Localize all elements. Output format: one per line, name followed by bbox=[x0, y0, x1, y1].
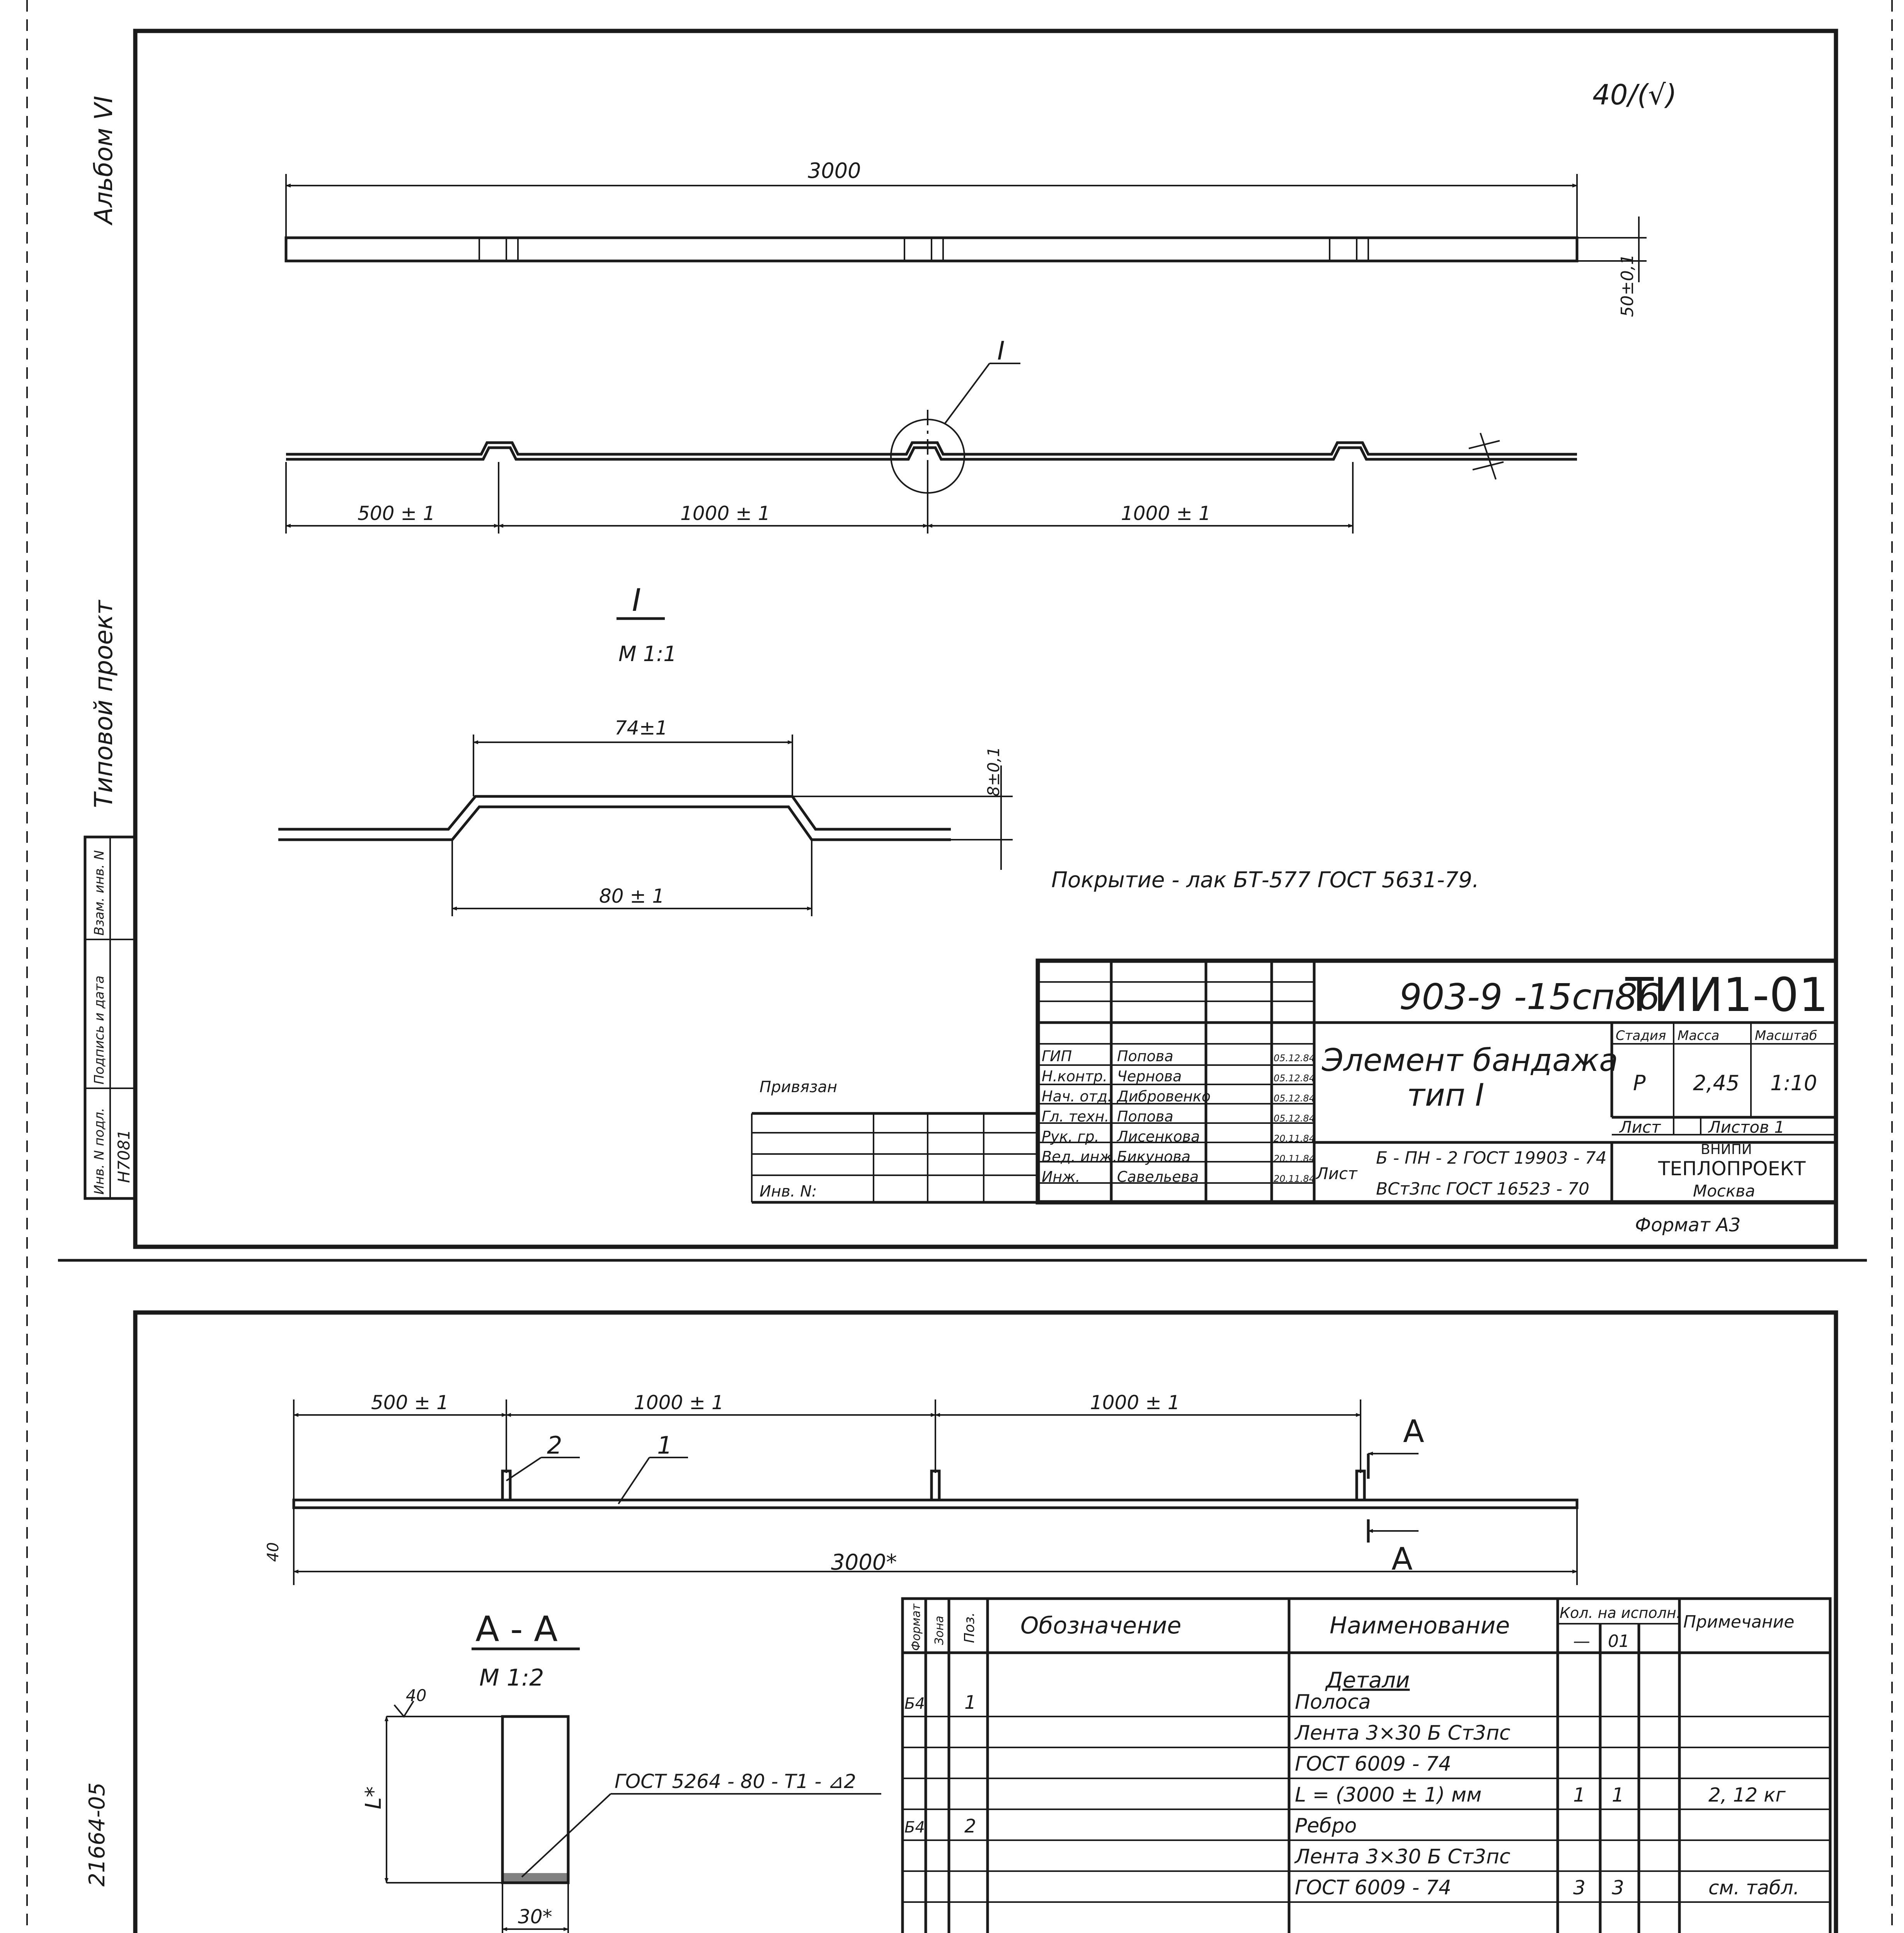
detail-I bbox=[278, 582, 1013, 916]
dims-spacing-sheet1 bbox=[286, 462, 1353, 534]
section-title: А - А bbox=[475, 1609, 558, 1650]
detail-dim-bottom: 80 ± 1 bbox=[599, 885, 665, 907]
section-dim-width: 30* bbox=[518, 1906, 552, 1928]
spec-h-q2: 01 bbox=[1608, 1631, 1630, 1651]
spec-name: Лента 3×30 Б Ст3пс bbox=[1295, 1845, 1511, 1868]
spec-format: Б4 bbox=[904, 1819, 925, 1836]
tb1-code: 903-9 -15сп86 bbox=[1399, 976, 1660, 1018]
tb1-name-2: тип I bbox=[1407, 1077, 1484, 1113]
tb1-format: Формат А3 bbox=[1635, 1214, 1741, 1236]
stamp2-code: 21664-05 bbox=[85, 1782, 110, 1887]
role-5: Вед. инж. bbox=[1042, 1148, 1117, 1165]
spec-q1: 1 bbox=[1573, 1784, 1586, 1806]
role-4: Рук. гр. bbox=[1042, 1128, 1099, 1145]
spec-h-designation: Обозначение bbox=[1020, 1612, 1182, 1639]
tb1-material-1: Б - ПН - 2 ГОСТ 19903 - 74 bbox=[1376, 1148, 1607, 1168]
left-stamp-top bbox=[85, 837, 135, 1198]
dim2-overall-text: 3000* bbox=[831, 1550, 897, 1575]
detail-label: I bbox=[632, 582, 641, 618]
role-1: Н.контр. bbox=[1042, 1068, 1108, 1085]
spec-h-zone: Зона bbox=[933, 1616, 946, 1645]
coating-note-1: Покрытие - лак БТ-577 ГОСТ 5631-79. bbox=[1051, 868, 1479, 893]
tb1-org2: ТЕПЛОПРОЕКТ bbox=[1658, 1157, 1806, 1180]
tb1-sheet-h: Лист bbox=[1620, 1118, 1661, 1137]
project-label: Типовой проект bbox=[90, 600, 118, 808]
spec-rows bbox=[903, 1691, 1830, 1902]
weld-note: ГОСТ 5264 - 80 - Т1 - ⊿2 bbox=[615, 1770, 856, 1793]
spec-name: L = (3000 ± 1) мм bbox=[1295, 1783, 1482, 1807]
tb1-stage-h: Стадия bbox=[1616, 1028, 1666, 1043]
spec-name: ГОСТ 6009 - 74 bbox=[1295, 1752, 1451, 1776]
detail-dim-height: 8±0,1 bbox=[984, 747, 1003, 796]
date-2: 05.12.84 bbox=[1274, 1093, 1315, 1104]
spec-h-qty: Кол. на исполн. bbox=[1560, 1604, 1681, 1621]
dims-spacing-sheet2 bbox=[294, 1391, 1361, 1500]
dim-overall-3000 bbox=[286, 159, 1577, 238]
name-3: Попова bbox=[1117, 1108, 1173, 1125]
role-2: Нач. отд. bbox=[1042, 1088, 1112, 1105]
strip-plan-view bbox=[286, 238, 1577, 261]
tb1-material-label: Лист bbox=[1316, 1164, 1357, 1183]
dim-seg1-text: 500 ± 1 bbox=[358, 502, 435, 525]
tb1-scale-h: Масштаб bbox=[1755, 1028, 1817, 1043]
spec-name: Лента 3×30 Б Ст3пс bbox=[1295, 1722, 1511, 1745]
date-1: 05.12.84 bbox=[1274, 1073, 1315, 1084]
date-3: 05.12.84 bbox=[1274, 1113, 1315, 1124]
date-5: 20.11.84 bbox=[1274, 1153, 1315, 1164]
tb1-designation: ТИИ1-01 bbox=[1625, 968, 1829, 1022]
stamp-col-inv-no: Инв. N подл. bbox=[92, 1108, 107, 1195]
spec-note: см. табл. bbox=[1708, 1877, 1800, 1899]
album-label: Альбом VI bbox=[90, 95, 118, 224]
section-mark-top: А bbox=[1403, 1413, 1424, 1449]
spec-pos: 1 bbox=[964, 1692, 976, 1713]
name-5: Бикунова bbox=[1117, 1148, 1190, 1165]
name-4: Лисенкова bbox=[1117, 1128, 1200, 1145]
role-6: Инж. bbox=[1042, 1168, 1080, 1185]
dim2-seg1-text: 500 ± 1 bbox=[371, 1391, 449, 1414]
tb1-org1: ВНИПИ bbox=[1701, 1142, 1752, 1157]
tb1-scale: 1:10 bbox=[1770, 1071, 1817, 1095]
stamp-col-signature: Подпись и дата bbox=[92, 975, 107, 1084]
spec-q1: 3 bbox=[1573, 1877, 1586, 1899]
detail-scale: М 1:1 bbox=[618, 642, 677, 666]
detail-dim-top: 74±1 bbox=[615, 717, 668, 739]
dim2-thickness-text: 40 bbox=[264, 1542, 282, 1562]
section-rough: 40 bbox=[406, 1686, 427, 1705]
left-stamp-bottom bbox=[83, 1782, 135, 1933]
dim-seg3-text: 1000 ± 1 bbox=[1121, 502, 1211, 525]
tb1-roles bbox=[1042, 1048, 1315, 1185]
spec-format: Б4 bbox=[904, 1695, 925, 1713]
callout-I: I bbox=[997, 336, 1005, 366]
spec-pos: 2 bbox=[964, 1815, 976, 1837]
role-3: Гл. техн. bbox=[1042, 1108, 1109, 1125]
name-2: Дибровенко bbox=[1117, 1088, 1211, 1105]
dim2-seg3-text: 1000 ± 1 bbox=[1090, 1391, 1180, 1414]
section-A-A bbox=[361, 1609, 881, 1933]
dim-seg2-text: 1000 ± 1 bbox=[680, 502, 770, 525]
role-0: ГИП bbox=[1042, 1048, 1072, 1065]
part-2-assembly bbox=[264, 1413, 1577, 1585]
spec-q2: 3 bbox=[1612, 1877, 1624, 1899]
spec-name: ГОСТ 6009 - 74 bbox=[1295, 1876, 1451, 1899]
date-0: 05.12.84 bbox=[1274, 1053, 1315, 1064]
section-dim-height: L* bbox=[361, 1786, 386, 1809]
spec-h-name: Наименование bbox=[1330, 1612, 1510, 1639]
name-1: Чернова bbox=[1117, 1068, 1182, 1085]
tb1-mass: 2,45 bbox=[1693, 1071, 1740, 1095]
tb1-org3: Москва bbox=[1693, 1181, 1755, 1200]
spec-h-format: Формат bbox=[909, 1604, 923, 1651]
spec-section: Детали bbox=[1326, 1668, 1410, 1693]
section-scale: М 1:2 bbox=[479, 1664, 544, 1691]
spec-h-q1: — bbox=[1573, 1631, 1590, 1651]
tb1-mass-h: Масса bbox=[1677, 1028, 1720, 1043]
stamp-col-replace-inv: Взам. инв. N bbox=[92, 850, 107, 936]
tb1-inv: Инв. N: bbox=[760, 1183, 817, 1200]
date-6: 20.11.84 bbox=[1274, 1173, 1315, 1184]
tb1-bound: Привязан bbox=[760, 1078, 838, 1096]
tb1-sheets-h: Листов 1 bbox=[1708, 1118, 1785, 1137]
dim-overall-text: 3000 bbox=[808, 159, 861, 183]
spec-h-pos: Поз. bbox=[962, 1612, 978, 1643]
name-6: Савельева bbox=[1117, 1168, 1199, 1185]
section-mark-bottom: А bbox=[1391, 1541, 1413, 1577]
strip-side-view bbox=[286, 336, 1577, 526]
pos-1-label: 1 bbox=[657, 1431, 673, 1459]
spec-name: Полоса bbox=[1295, 1691, 1371, 1714]
tb1-material-2: ВСт3пс ГОСТ 16523 - 70 bbox=[1376, 1179, 1590, 1199]
name-0: Попова bbox=[1117, 1048, 1173, 1065]
spec-name: Ребро bbox=[1295, 1814, 1357, 1838]
spec-q2: 1 bbox=[1612, 1784, 1624, 1806]
dim-width-text: 50±0,1 bbox=[1618, 254, 1637, 317]
dim2-seg2-text: 1000 ± 1 bbox=[634, 1391, 724, 1414]
tb1-stage: Р bbox=[1633, 1071, 1646, 1095]
tb1-name-1: Элемент бандажа bbox=[1322, 1042, 1618, 1078]
stamp-inv-value: Н7081 bbox=[114, 1129, 133, 1183]
date-4: 20.11.84 bbox=[1274, 1133, 1315, 1144]
spec-h-note: Примечание bbox=[1683, 1612, 1795, 1632]
dim-width bbox=[1577, 216, 1647, 317]
pos-2-label: 2 bbox=[547, 1431, 562, 1459]
roughness-mark: 40/(√) bbox=[1592, 78, 1677, 111]
spec-note: 2, 12 кг bbox=[1708, 1784, 1786, 1806]
